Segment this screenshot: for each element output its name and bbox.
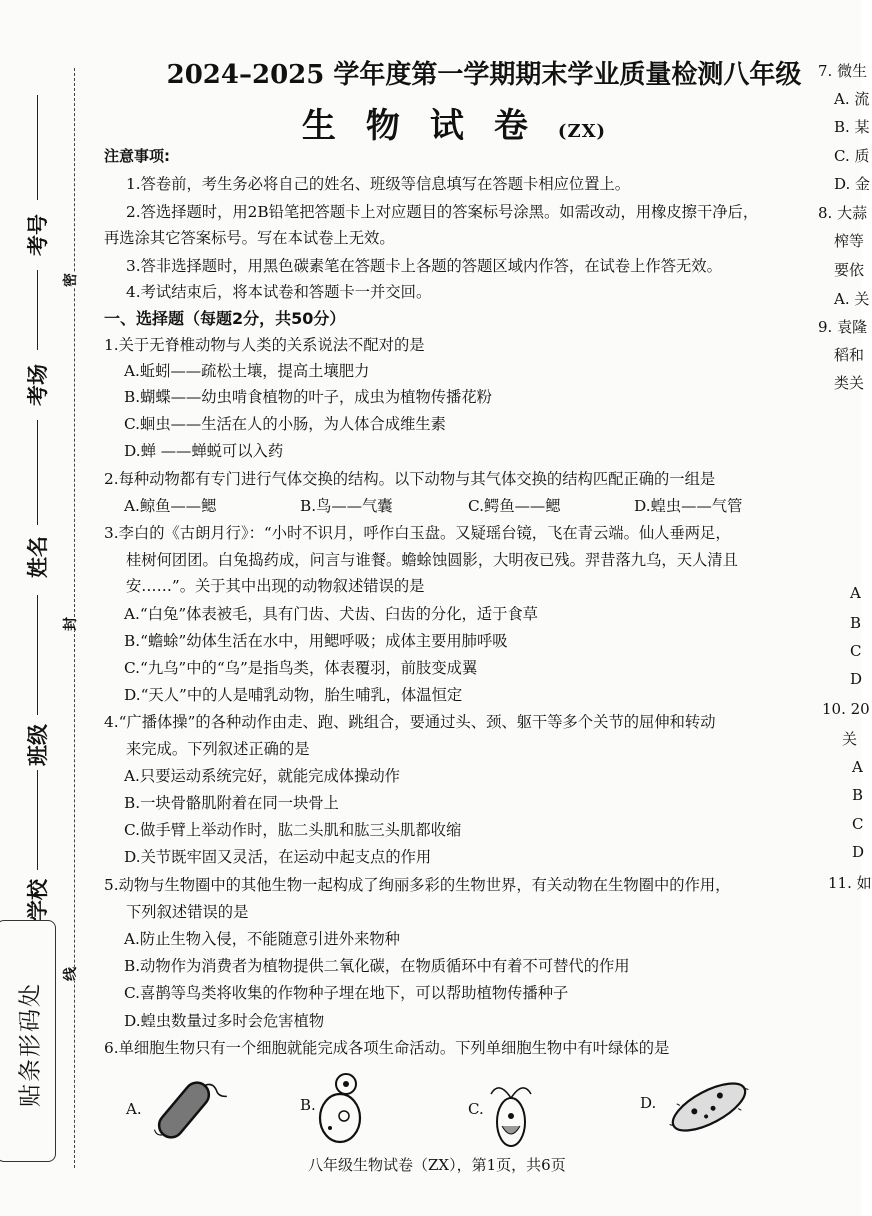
chlamydomonas-illustration bbox=[484, 1074, 538, 1154]
option: D.蝗虫——气管 bbox=[634, 497, 743, 515]
right-text: 9. 袁隆 bbox=[818, 318, 868, 336]
question-3-cont: 桂树何团团。白兔捣药成，问言与谁餐。蟾蜍蚀圆影，大明夜已残。羿昔落九乌，天人清且 bbox=[126, 551, 738, 569]
seal-char-xian: 线 bbox=[58, 967, 82, 981]
exam-title: 2024–2025 学年度第一学期期末学业质量检测八年级 bbox=[166, 60, 802, 90]
option: A.防止生物入侵，不能随意引进外来物种 bbox=[124, 930, 400, 948]
option: D.“天人”中的人是哺乳动物，胎生哺乳，体温恒定 bbox=[124, 686, 463, 704]
q6-image-options bbox=[104, 1088, 804, 1148]
option: C.鳄鱼——鳃 bbox=[468, 497, 561, 515]
right-text: 7. 微生 bbox=[818, 62, 868, 80]
question-3-cont: 安……”。关于其中出现的动物叙述错误的是 bbox=[126, 577, 425, 595]
school-line bbox=[37, 770, 38, 870]
note-item: 2.答选择题时，用2B铅笔把答题卡上对应题目的答案标号涂黑。如需改动，用橡皮擦干净后， bbox=[126, 203, 759, 221]
right-text: C bbox=[850, 642, 862, 660]
seal-char-feng: 封 bbox=[58, 617, 82, 631]
option: C.“九乌”中的“乌”是指鸟类，体表覆羽，前肢变成翼 bbox=[124, 659, 478, 677]
school-label: 学校 bbox=[26, 879, 50, 921]
paramecium-illustration bbox=[664, 1072, 754, 1142]
subject-tag: (ZX) bbox=[557, 121, 607, 142]
option: A.蚯蚓——疏松土壤，提高土壤肥力 bbox=[124, 362, 370, 380]
name-line bbox=[37, 420, 38, 525]
option: C.喜鹊等鸟类将收集的作物种子埋在地下，可以帮助植物传播种子 bbox=[124, 984, 569, 1002]
right-text: B. 某 bbox=[834, 118, 870, 136]
note-item: 再选涂其它答案标号。写在本试卷上无效。 bbox=[104, 229, 395, 247]
seal-char-mi: 密 bbox=[58, 273, 82, 287]
question-4-cont: 来完成。下列叙述正确的是 bbox=[126, 740, 310, 758]
right-text: 10. 20 bbox=[822, 700, 870, 718]
option: D.蝗虫数量过多时会危害植物 bbox=[124, 1012, 325, 1030]
right-text: A. 关 bbox=[834, 290, 870, 308]
question-5: 5.动物与生物圈中的其他生物一起构成了绚丽多彩的生物世界，有关动物在生物圈中的作用， bbox=[104, 876, 731, 894]
note-item: 3.答非选择题时，用黑色碳素笔在答题卡上各题的答题区域内作答，在试卷上作答无效。 bbox=[126, 257, 722, 275]
right-text: 11. 如 bbox=[828, 874, 872, 892]
room-label: 考场 bbox=[26, 364, 50, 406]
option: B.鸟——气囊 bbox=[300, 497, 393, 515]
right-text: 榨等 bbox=[834, 232, 865, 250]
notes-heading: 注意事项: bbox=[104, 147, 170, 165]
binding-strip bbox=[0, 0, 100, 1216]
right-text: 关 bbox=[842, 730, 858, 748]
option: C.蛔虫——生活在人的小肠，为人体合成维生素 bbox=[124, 415, 446, 433]
right-text: C. 质 bbox=[834, 147, 870, 165]
barcode-label: 贴条形码处 bbox=[17, 982, 44, 1107]
option: B.一块骨骼肌附着在同一块骨上 bbox=[124, 794, 339, 812]
section-heading: 一、选择题（每题2分，共50分） bbox=[104, 309, 346, 328]
option-a-label: A. bbox=[126, 1100, 142, 1118]
question-2: 2.每种动物都有专门进行气体交换的结构。以下动物与其气体交换的结构匹配正确的一组是 bbox=[104, 470, 716, 488]
option: B.“蟾蜍”幼体生活在水中，用鳃呼吸；成体主要用肺呼吸 bbox=[124, 632, 508, 650]
option: A.“白兔”体表被毛，具有门齿、犬齿、臼齿的分化，适于食草 bbox=[124, 605, 538, 623]
option: B.动物作为消费者为植物提供二氧化碳，在物质循环中有着不可替代的作用 bbox=[124, 957, 630, 975]
right-text: C bbox=[852, 815, 864, 833]
page-footer: 八年级生物试卷（ZX），第1页，共6页 bbox=[308, 1156, 566, 1174]
right-text: 8. 大蒜 bbox=[818, 204, 868, 222]
option: D.蝉 ——蝉蜕可以入药 bbox=[124, 442, 284, 460]
right-text: A. 流 bbox=[834, 90, 870, 108]
option: A.只要运动系统完好，就能完成体操动作 bbox=[124, 767, 400, 785]
right-text: B bbox=[850, 614, 862, 632]
question-3: 3.李白的《古朗月行》：“小时不识月，呼作白玉盘。又疑瑶台镜，飞在青云端。仙人垂两足， bbox=[104, 524, 731, 542]
right-text: 要依 bbox=[834, 261, 865, 279]
room-line bbox=[37, 270, 38, 350]
option: B.蝴蝶——幼虫啃食植物的叶子，成虫为植物传播花粉 bbox=[124, 388, 492, 406]
right-column-clipped bbox=[812, 0, 872, 1216]
class-line bbox=[37, 595, 38, 715]
right-text: B bbox=[852, 786, 864, 804]
right-text: 类关 bbox=[834, 374, 865, 392]
right-text: D bbox=[852, 843, 865, 861]
note-item: 1.答卷前，考生务必将自己的姓名、班级等信息填写在答题卡相应位置上。 bbox=[126, 175, 631, 193]
exam-no-line bbox=[37, 95, 38, 200]
right-text: D bbox=[850, 670, 863, 688]
name-label: 姓名 bbox=[26, 536, 50, 578]
option-c-label: C. bbox=[468, 1100, 484, 1118]
yeast-illustration bbox=[316, 1068, 366, 1148]
bacterium-illustration bbox=[144, 1078, 224, 1143]
question-1: 1.关于无脊椎动物与人类的关系说法不配对的是 bbox=[104, 336, 425, 354]
right-text: 稻和 bbox=[834, 346, 865, 364]
question-5-cont: 下列叙述错误的是 bbox=[126, 903, 249, 921]
option-d-label: D. bbox=[640, 1094, 657, 1112]
option: D.关节既牢固又灵活，在运动中起支点的作用 bbox=[124, 848, 432, 866]
right-text: D. 金 bbox=[834, 175, 871, 193]
question-4: 4.“广播体操”的各种动作由走、跑、跳组合，要通过头、颈、躯干等多个关节的屈伸和转动 bbox=[104, 713, 716, 731]
subject-name: 生物试卷 bbox=[301, 106, 558, 146]
option: A.鲸鱼——鳃 bbox=[124, 497, 217, 515]
right-text: A bbox=[852, 758, 863, 776]
exam-no-label: 考号 bbox=[26, 214, 50, 256]
subject-title bbox=[104, 98, 804, 147]
option: C.做手臂上举动作时，肱二头肌和肱三头肌都收缩 bbox=[124, 821, 462, 839]
right-text: A bbox=[850, 584, 861, 602]
note-item: 4.考试结束后，将本试卷和答题卡一并交回。 bbox=[126, 283, 432, 301]
class-label: 班级 bbox=[26, 724, 50, 766]
question-6: 6.单细胞生物只有一个细胞就能完成各项生命活动。下列单细胞生物中有叶绿体的是 bbox=[104, 1039, 670, 1057]
option-b-label: B. bbox=[300, 1096, 316, 1114]
